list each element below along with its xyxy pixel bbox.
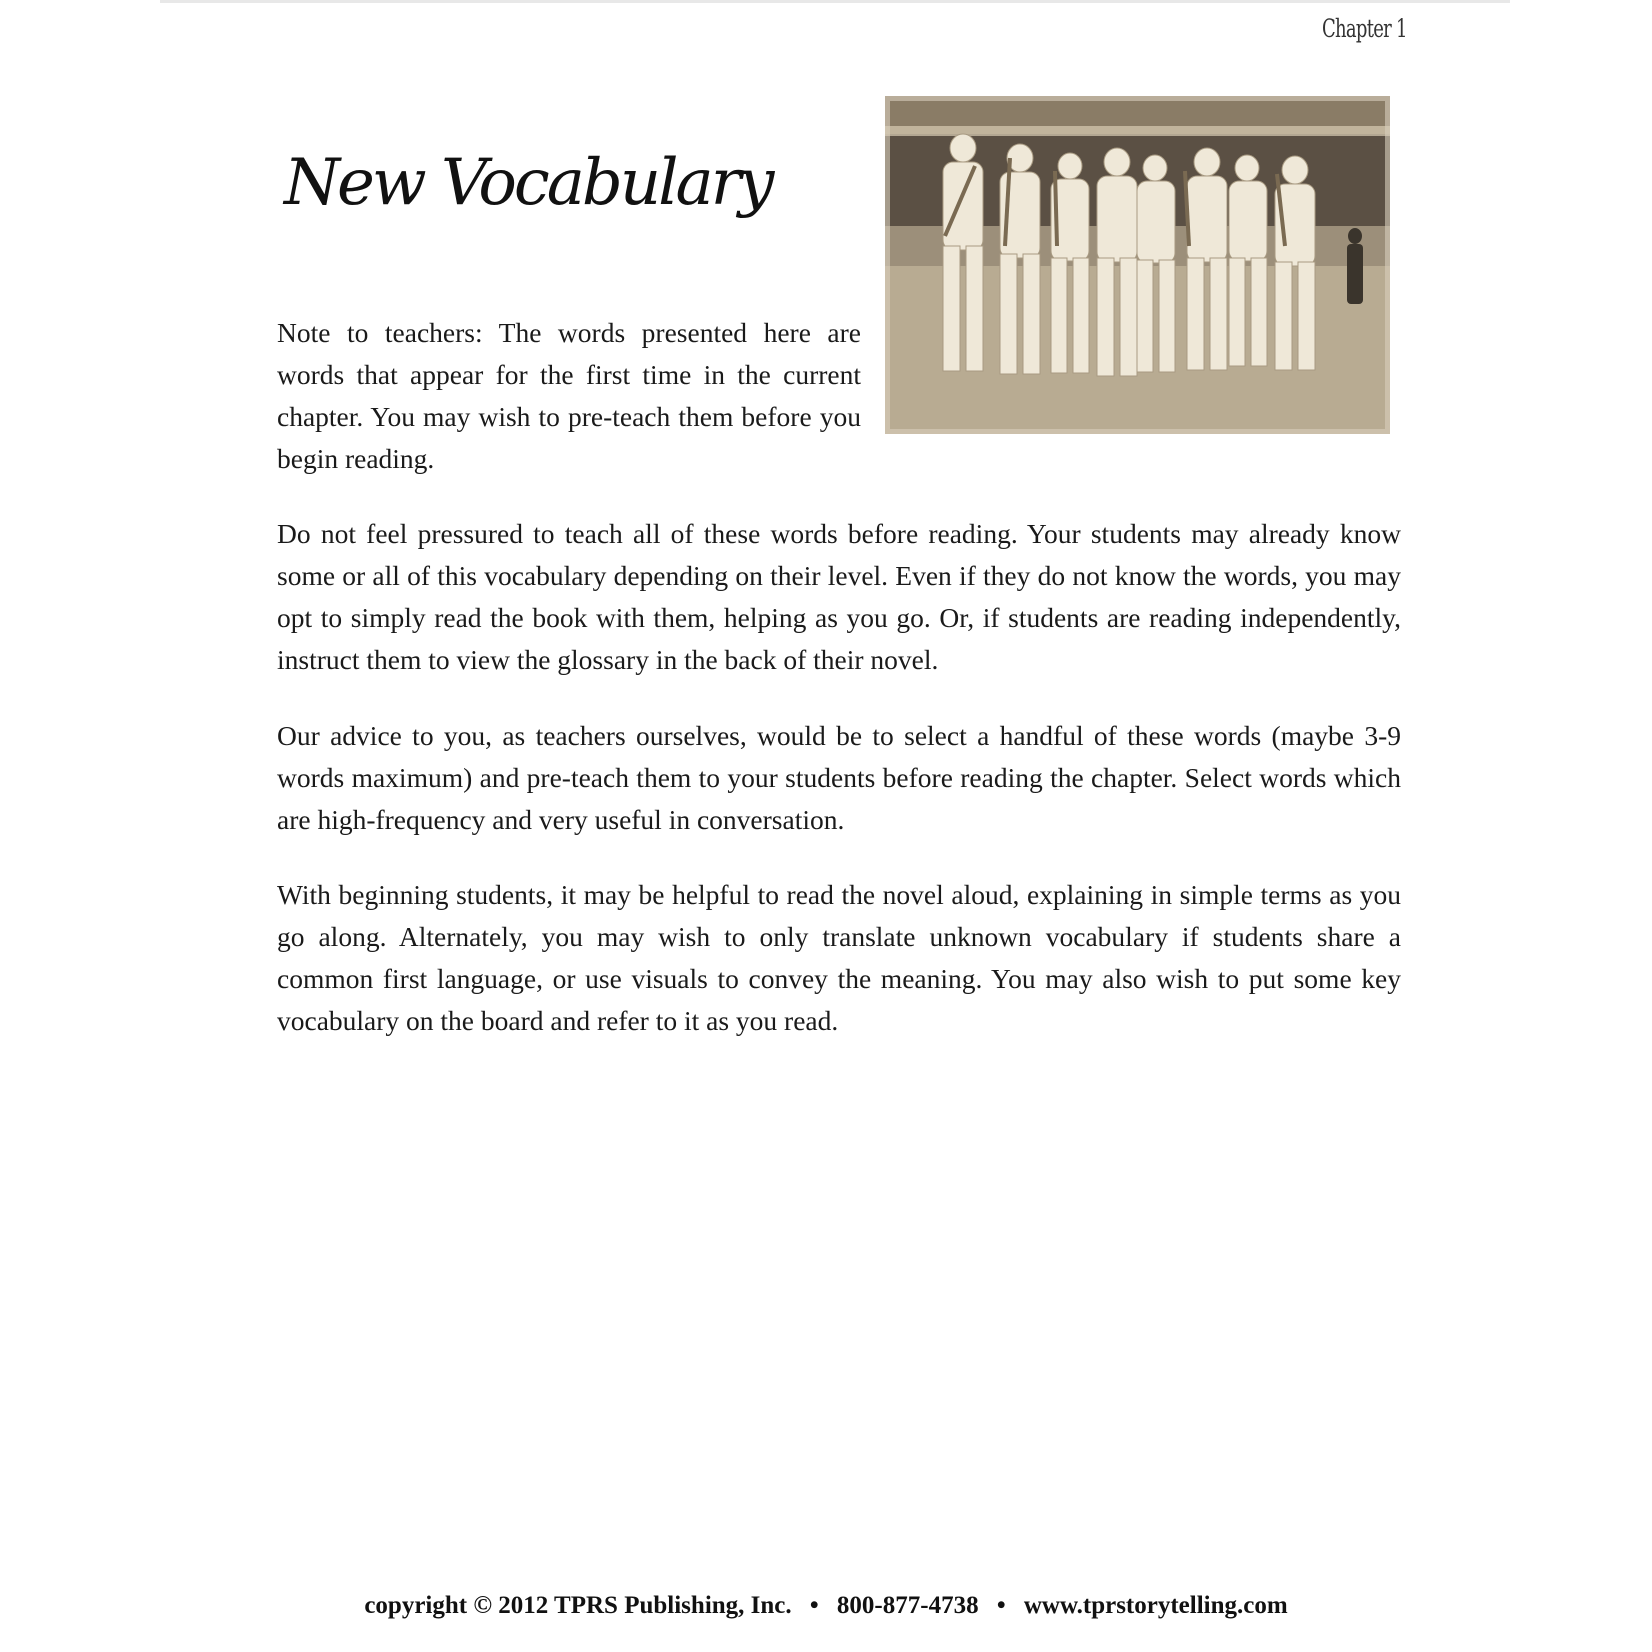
footer-separator: • — [809, 1592, 819, 1619]
body-paragraph-advice: Our advice to you, as teachers ourselves, would be to select a handful of these words (maybe 3-9 words maximum) and pre-teach them to your students before reading the chapter. Select words which are high-frequency and very useful in conversation. — [277, 720, 1401, 835]
umpire-figure — [1347, 228, 1363, 304]
body-paragraph-pressure: Do not feel pressured to teach all of these words before reading. Your students may already know some or all of this vocabulary depending on their level. Even if they do not know the words, you may opt to simply read the book with them, helping as you go. Or, if students are reading independently, instruct them to view the glossary in the back of their novel. — [277, 518, 1401, 675]
footer-separator: • — [996, 1592, 1006, 1619]
page-footer — [0, 1592, 1652, 1620]
baseball-team-photo — [885, 96, 1390, 434]
footer-website-link[interactable]: www.tprstorytelling.com — [1023, 1592, 1288, 1619]
page-top-rule — [160, 0, 1510, 3]
footer-phone: 800-877-4738 — [836, 1592, 979, 1619]
page-title: New Vocabulary — [284, 146, 772, 220]
footer-copyright: copyright © 2012 TPRS Publishing, Inc. — [364, 1592, 792, 1619]
body-paragraph-beginning-students: With beginning students, it may be helpful to read the novel aloud, explaining in simple terms as you go along. Alternately, you may wish to only translate unknown vocabulary if students share a common first language, or use visuals to convey the meaning. You may also wish to put some key vocabulary on the board and refer to it as you read. — [277, 879, 1401, 1036]
chapter-label: Chapter 1 — [1322, 14, 1407, 43]
intro-paragraph: Note to teachers: The words presented here are words that appear for the first time in the current chapter. You may wish to pre-teach them before you begin reading. — [277, 317, 861, 474]
